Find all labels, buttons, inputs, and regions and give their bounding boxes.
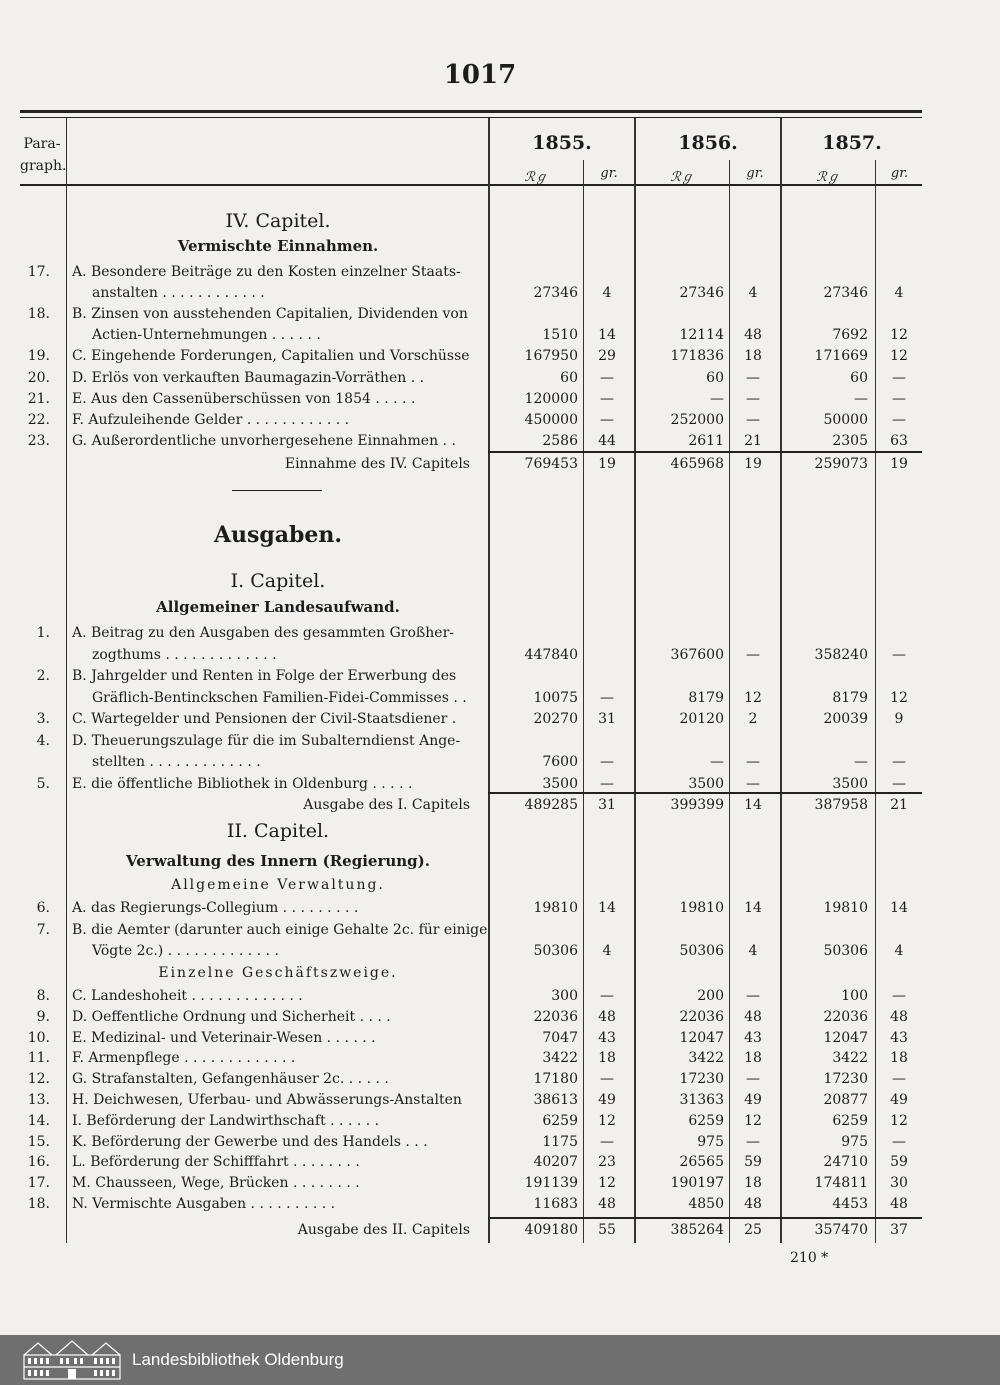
year-header-1855: 1855. — [532, 132, 592, 154]
row-value-1855-thaler: 6259 — [542, 1112, 578, 1129]
page-number: 1017 — [443, 60, 517, 90]
row-value-1855-thaler: 167950 — [524, 348, 578, 365]
unit-groschen-1856: gr. — [746, 166, 764, 181]
row-value-1856-thaler: — — [710, 754, 724, 770]
row-value-1856-thaler: 190197 — [670, 1175, 724, 1192]
row-description: B. Zinsen von ausstehenden Capitalien, Dividenden von — [72, 306, 468, 323]
row-value-1856-groschen: 14 — [744, 900, 762, 916]
row-description: D. Erlös von verkauften Baumagazin-Vorräthen . . — [72, 369, 425, 386]
row-value-1855-thaler: 447840 — [524, 646, 578, 663]
row-value-1855-thaler: 50306 — [533, 943, 578, 959]
row-description: L. Beförderung der Schifffahrt . . . . . . . . — [72, 1154, 360, 1171]
row-description: E. Aus den Cassenüberschüssen von 1854 . . . . . — [72, 390, 416, 407]
row-value-1856-groschen: — — [746, 390, 760, 407]
row-value-1855-thaler: 27346 — [533, 285, 578, 302]
row-value-1856-groschen: 43 — [744, 1029, 762, 1046]
row-value-1856-groschen: — — [746, 754, 760, 770]
row-value-1856-thaler: 171836 — [670, 348, 724, 365]
sum-value-1856-groschen: 19 — [744, 456, 762, 472]
row-value-1856-groschen: 18 — [744, 1050, 762, 1067]
year-header-1857: 1857. — [822, 132, 882, 154]
row-value-1855-groschen: — — [600, 1133, 614, 1150]
row-description: B. die Aemter (darunter auch einige Gehalte 2c. für einige — [72, 921, 488, 938]
row-value-1857-groschen: 4 — [894, 285, 904, 302]
row-description: A. das Regierungs-Collegium . . . . . . . . . — [72, 900, 359, 916]
paragraph-number: 17. — [27, 264, 50, 280]
header-second-rule — [20, 117, 922, 118]
sum-value-1857-thaler: 357470 — [814, 1222, 868, 1238]
printer-signature: 210 * — [790, 1250, 829, 1266]
row-value-1855-thaler: 40207 — [533, 1154, 578, 1171]
row-description: stellten . . . . . . . . . . . . . — [92, 754, 261, 770]
row-value-1855-groschen: 48 — [598, 1008, 616, 1025]
row-value-1856-thaler: 2611 — [688, 432, 724, 449]
sum-value-1856-thaler: 399399 — [670, 797, 724, 813]
row-value-1856-thaler: 8179 — [688, 689, 724, 706]
chapter-2-group-general: Allgemeine Verwaltung. — [171, 877, 385, 893]
row-value-1857-groschen: — — [892, 1133, 906, 1150]
paragraph-number: 2. — [36, 668, 50, 684]
row-value-1856-groschen: 4 — [748, 943, 758, 959]
paragraph-number: 10. — [27, 1029, 50, 1046]
row-value-1856-thaler: 22036 — [679, 1008, 724, 1025]
paragraph-number: 14. — [27, 1112, 50, 1129]
sum-value-1855-groschen: 31 — [598, 797, 616, 813]
year-header-1856: 1856. — [678, 132, 738, 154]
row-value-1857-groschen: 4 — [894, 943, 904, 959]
row-value-1855-thaler: 191139 — [524, 1175, 578, 1192]
sum-value-1855-groschen: 19 — [598, 456, 616, 472]
chapter-4-subtitle: Vermischte Einnahmen. — [177, 237, 379, 255]
paragraph-number: 13. — [27, 1092, 50, 1108]
row-value-1856-thaler: 367600 — [670, 646, 724, 663]
row-description: A. Besondere Beiträge zu den Kosten einzelner Staats- — [72, 264, 461, 280]
unit-thaler-1856: ℛℊ — [670, 170, 694, 185]
row-value-1856-groschen: 49 — [744, 1092, 762, 1108]
chapter-2-sum-rule — [488, 1217, 922, 1219]
row-value-1855-thaler: 120000 — [524, 390, 578, 407]
row-value-1855-thaler: 1175 — [542, 1133, 578, 1150]
row-value-1855-groschen: 18 — [598, 1050, 616, 1067]
chapter-2-title: II. Capitel. — [226, 820, 330, 842]
row-value-1857-thaler: 3422 — [832, 1050, 868, 1067]
row-description: G. Außerordentliche unvorhergesehene Einnahmen . . — [72, 432, 456, 449]
row-value-1857-thaler: 4453 — [832, 1196, 868, 1212]
sum-value-1857-groschen: 37 — [890, 1222, 908, 1238]
row-value-1857-thaler: 171669 — [814, 348, 868, 365]
chapter-2-subtitle: Verwaltung des Innern (Regierung). — [126, 852, 430, 870]
paragraph-number: 5. — [36, 775, 50, 792]
row-value-1857-thaler: 22036 — [823, 1008, 868, 1025]
row-value-1856-groschen: 59 — [744, 1154, 762, 1171]
chapter-2-sum-label: Ausgabe des II. Capitels — [297, 1222, 470, 1238]
row-value-1855-thaler: 22036 — [533, 1008, 578, 1025]
sum-value-1855-groschen: 55 — [598, 1222, 616, 1238]
row-value-1856-thaler: 50306 — [679, 943, 724, 959]
header-top-rule — [20, 110, 922, 113]
paragraph-number: 20. — [27, 369, 50, 386]
row-value-1856-groschen: — — [746, 1133, 760, 1150]
row-value-1856-groschen: 2 — [748, 711, 758, 727]
row-value-1857-thaler: 60 — [850, 369, 868, 386]
row-value-1857-thaler: 20039 — [823, 711, 868, 727]
sum-value-1857-groschen: 19 — [890, 456, 908, 472]
unit-thaler-1857: ℛℊ — [816, 170, 840, 185]
row-description: M. Chausseen, Wege, Brücken . . . . . . . . — [72, 1175, 360, 1192]
row-value-1855-groschen: 12 — [598, 1112, 616, 1129]
row-value-1857-thaler: — — [854, 390, 868, 407]
row-value-1856-groschen: 48 — [744, 1008, 762, 1025]
paragraph-number: 4. — [36, 732, 50, 749]
row-value-1856-thaler: — — [710, 390, 724, 407]
paragraph-number: 3. — [36, 711, 50, 727]
section-divider — [232, 490, 322, 491]
row-value-1856-thaler: 31363 — [679, 1092, 724, 1108]
sum-value-1857-thaler: 259073 — [814, 456, 868, 472]
row-value-1856-thaler: 60 — [706, 369, 724, 386]
row-value-1857-thaler: 50306 — [823, 943, 868, 959]
row-value-1855-thaler: 17180 — [533, 1071, 578, 1088]
row-value-1856-thaler: 6259 — [688, 1112, 724, 1129]
col-line-1857-gr — [875, 160, 876, 1243]
row-value-1856-thaler: 252000 — [670, 411, 724, 428]
chapter-4-sum-label: Einnahme des IV. Capitels — [284, 456, 470, 472]
row-value-1856-thaler: 19810 — [679, 900, 724, 916]
row-value-1856-thaler: 12114 — [679, 327, 724, 344]
row-value-1857-groschen: 30 — [890, 1175, 908, 1192]
row-value-1855-groschen: 14 — [598, 900, 616, 916]
library-footer — [0, 1335, 1000, 1385]
row-description: B. Jahrgelder und Renten in Folge der Erwerbung des — [72, 668, 457, 684]
row-description: anstalten . . . . . . . . . . . . — [92, 285, 265, 302]
row-value-1857-groschen: — — [892, 775, 906, 792]
row-value-1855-groschen: — — [600, 369, 614, 386]
paragraph-number: 11. — [27, 1050, 50, 1067]
row-value-1857-thaler: 174811 — [814, 1175, 868, 1192]
row-value-1857-groschen: 48 — [890, 1008, 908, 1025]
row-value-1855-groschen: 4 — [602, 285, 612, 302]
chapter-1-title: I. Capitel. — [230, 570, 326, 592]
row-value-1855-thaler: 20270 — [533, 711, 578, 727]
row-value-1856-groschen: 18 — [744, 348, 762, 365]
row-value-1856-groschen: 12 — [744, 689, 762, 706]
row-value-1857-groschen: — — [892, 988, 906, 1004]
row-value-1857-thaler: 3500 — [832, 775, 868, 792]
row-value-1857-groschen: — — [892, 411, 906, 428]
row-value-1855-thaler: 3500 — [542, 775, 578, 792]
row-value-1856-groschen: — — [746, 369, 760, 386]
row-value-1855-thaler: 60 — [560, 369, 578, 386]
row-value-1857-thaler: 50000 — [823, 411, 868, 428]
row-value-1857-groschen: 9 — [894, 711, 904, 727]
row-value-1856-groschen: — — [746, 646, 760, 663]
row-value-1856-groschen: 48 — [744, 1196, 762, 1212]
sum-value-1856-thaler: 465968 — [670, 456, 724, 472]
row-value-1855-thaler: 300 — [551, 988, 578, 1004]
row-value-1855-groschen: 48 — [598, 1196, 616, 1212]
row-value-1857-thaler: 24710 — [823, 1154, 868, 1171]
library-name: Landesbibliothek Oldenburg — [132, 1350, 344, 1369]
row-value-1857-thaler: 19810 — [823, 900, 868, 916]
row-description: zogthums . . . . . . . . . . . . . — [92, 646, 277, 663]
row-value-1857-thaler: 20877 — [823, 1092, 868, 1108]
row-value-1855-thaler: 11683 — [533, 1196, 578, 1212]
row-value-1855-thaler: 38613 — [533, 1092, 578, 1108]
row-value-1857-thaler: 8179 — [832, 689, 868, 706]
row-description: G. Strafanstalten, Gefangenhäuser 2c. . . . . . — [72, 1071, 389, 1088]
row-value-1856-thaler: 17230 — [679, 1071, 724, 1088]
row-value-1857-groschen: — — [892, 646, 906, 663]
row-value-1856-groschen: — — [746, 1071, 760, 1088]
paragraph-number: 17. — [27, 1175, 50, 1192]
row-value-1856-groschen: — — [746, 988, 760, 1004]
col-line-paragraph — [66, 118, 67, 1243]
paragraph-number: 8. — [36, 988, 50, 1004]
chapter-1-sum-rule — [488, 792, 922, 794]
paragraph-number: 6. — [36, 900, 50, 916]
row-value-1857-thaler: 2305 — [832, 432, 868, 449]
row-value-1857-groschen: — — [892, 369, 906, 386]
row-value-1857-groschen: 43 — [890, 1029, 908, 1046]
paragraph-number: 22. — [27, 411, 50, 428]
row-value-1857-thaler: 17230 — [823, 1071, 868, 1088]
unit-groschen-1855: gr. — [600, 166, 618, 181]
row-value-1856-thaler: 27346 — [679, 285, 724, 302]
row-description: I. Beförderung der Landwirthschaft . . . . . . — [72, 1112, 380, 1129]
row-description: E. Medizinal- und Veterinair-Wesen . . . . . . — [72, 1029, 376, 1046]
row-value-1857-groschen: 12 — [890, 348, 908, 365]
row-value-1856-thaler: 4850 — [688, 1196, 724, 1212]
row-value-1857-groschen: 14 — [890, 900, 908, 916]
row-value-1855-thaler: 450000 — [524, 411, 578, 428]
row-value-1857-groschen: — — [892, 754, 906, 770]
paragraph-header: Para-graph. — [20, 136, 67, 174]
row-value-1857-groschen: 63 — [890, 432, 908, 449]
row-description: Vögte 2c.) . . . . . . . . . . . . . — [92, 943, 279, 959]
paragraph-number: 19. — [27, 348, 50, 365]
row-value-1855-groschen: — — [600, 390, 614, 407]
unit-thaler-1855: ℛℊ — [524, 170, 548, 185]
chapter-4-sum-rule — [488, 451, 922, 453]
row-value-1855-groschen: 14 — [598, 327, 616, 344]
row-value-1855-thaler: 3422 — [542, 1050, 578, 1067]
row-description: F. Armenpflege . . . . . . . . . . . . . — [72, 1050, 296, 1067]
row-value-1856-thaler: 3500 — [688, 775, 724, 792]
row-description: H. Deichwesen, Uferbau- und Abwässerungs-Anstalten — [72, 1092, 462, 1108]
row-value-1857-groschen: — — [892, 1071, 906, 1088]
sum-value-1855-thaler: 409180 — [524, 1222, 578, 1238]
row-value-1857-groschen: 49 — [890, 1092, 908, 1108]
row-value-1855-groschen: — — [600, 988, 614, 1004]
paragraph-number: 15. — [27, 1133, 50, 1150]
row-value-1855-thaler: 1510 — [542, 327, 578, 344]
row-value-1856-thaler: 26565 — [679, 1154, 724, 1171]
row-description: E. die öffentliche Bibliothek in Oldenburg . . . . . — [72, 775, 413, 792]
row-value-1855-groschen: 12 — [598, 1175, 616, 1192]
row-value-1856-thaler: 975 — [697, 1133, 724, 1150]
paragraph-number: 23. — [27, 432, 50, 449]
row-value-1857-thaler: — — [854, 754, 868, 770]
row-value-1857-groschen: 59 — [890, 1154, 908, 1171]
row-value-1857-groschen: — — [892, 390, 906, 407]
row-value-1857-groschen: 12 — [890, 1112, 908, 1129]
row-description: A. Beitrag zu den Ausgaben des gesammten Großher- — [72, 625, 454, 641]
row-description: C. Eingehende Forderungen, Capitalien und Vorschüsse — [72, 348, 470, 365]
row-value-1855-groschen: — — [600, 754, 614, 770]
paragraph-number: 7. — [36, 921, 50, 938]
paragraph-number: 18. — [27, 306, 50, 323]
row-value-1856-groschen: 18 — [744, 1175, 762, 1192]
row-description: D. Oeffentliche Ordnung und Sicherheit . . . . — [72, 1008, 391, 1025]
row-value-1856-groschen: 48 — [744, 327, 762, 344]
row-value-1855-thaler: 10075 — [533, 689, 578, 706]
sum-value-1855-thaler: 489285 — [524, 797, 578, 813]
row-value-1855-thaler: 2586 — [542, 432, 578, 449]
row-value-1857-thaler: 7692 — [832, 327, 868, 344]
row-value-1857-groschen: 48 — [890, 1196, 908, 1212]
chapter-1-sum-label: Ausgabe des I. Capitels — [303, 797, 470, 813]
row-value-1855-groschen: — — [600, 1071, 614, 1088]
row-description: D. Theuerungszulage für die im Subalterndienst Ange- — [72, 732, 461, 749]
row-value-1855-groschen: 31 — [598, 711, 616, 727]
row-value-1857-thaler: 975 — [841, 1133, 868, 1150]
row-value-1855-groschen: 43 — [598, 1029, 616, 1046]
row-value-1855-thaler: 7047 — [542, 1029, 578, 1046]
paragraph-number: 18. — [27, 1196, 50, 1212]
row-value-1855-groschen: — — [600, 775, 614, 792]
row-description: C. Wartegelder und Pensionen der Civil-Staatsdiener . — [72, 711, 457, 727]
col-line-1856-gr — [729, 160, 730, 1243]
row-value-1856-thaler: 200 — [697, 988, 724, 1004]
sum-value-1856-thaler: 385264 — [670, 1222, 724, 1238]
row-value-1857-thaler: 27346 — [823, 285, 868, 302]
row-value-1855-groschen: 23 — [598, 1154, 616, 1171]
row-value-1856-thaler: 20120 — [679, 711, 724, 727]
row-value-1857-groschen: 12 — [890, 689, 908, 706]
chapter-1-subtitle: Allgemeiner Landesaufwand. — [156, 598, 400, 616]
row-value-1857-thaler: 358240 — [814, 646, 868, 663]
row-value-1855-thaler: 19810 — [533, 900, 578, 916]
row-value-1855-groschen: — — [600, 411, 614, 428]
row-value-1857-thaler: 100 — [841, 988, 868, 1004]
row-value-1856-groschen: — — [746, 775, 760, 792]
sum-value-1857-groschen: 21 — [890, 797, 908, 813]
row-value-1855-groschen: 44 — [598, 432, 616, 449]
chapter-4-title: IV. Capitel. — [225, 210, 331, 232]
row-value-1856-groschen: — — [746, 411, 760, 428]
row-value-1856-groschen: 12 — [744, 1112, 762, 1129]
paragraph-number: 16. — [27, 1154, 50, 1171]
row-description: F. Aufzuleihende Gelder . . . . . . . . . . . . — [72, 411, 350, 428]
row-description: K. Beförderung der Gewerbe und des Handels . . . — [72, 1133, 428, 1150]
row-description: N. Vermischte Ausgaben . . . . . . . . . . — [72, 1196, 336, 1212]
row-value-1857-thaler: 6259 — [832, 1112, 868, 1129]
row-value-1857-groschen: 12 — [890, 327, 908, 344]
row-value-1856-groschen: 4 — [748, 285, 758, 302]
paragraph-number: 21. — [27, 390, 50, 407]
row-value-1855-thaler: 7600 — [542, 754, 578, 770]
row-value-1856-thaler: 3422 — [688, 1050, 724, 1067]
row-value-1857-thaler: 12047 — [823, 1029, 868, 1046]
row-value-1856-groschen: 21 — [744, 432, 762, 449]
unit-groschen-1857: gr. — [890, 166, 909, 181]
row-description: Gräflich-Bentinckschen Familien-Fidei-Commisses . . — [92, 689, 467, 706]
sum-value-1855-thaler: 769453 — [524, 456, 578, 472]
sum-value-1856-groschen: 14 — [744, 797, 762, 813]
row-value-1855-groschen: 29 — [598, 348, 616, 365]
paragraph-number: 12. — [27, 1071, 50, 1088]
row-value-1855-groschen: 4 — [602, 943, 612, 959]
chapter-2-group-branches: Einzelne Geschäftszweige. — [158, 965, 398, 981]
row-value-1855-groschen: — — [600, 689, 614, 706]
library-building-icon — [22, 1339, 122, 1381]
row-value-1855-groschen: 49 — [598, 1092, 616, 1108]
sum-value-1856-groschen: 25 — [744, 1222, 762, 1238]
paragraph-number: 1. — [36, 625, 50, 641]
row-value-1856-thaler: 12047 — [679, 1029, 724, 1046]
row-value-1857-groschen: 18 — [890, 1050, 908, 1067]
ausgaben-title: Ausgaben. — [213, 522, 343, 548]
col-line-1855-gr — [583, 160, 584, 1243]
row-description: Actien-Unternehmungen . . . . . . — [92, 327, 321, 344]
paragraph-number: 9. — [36, 1008, 50, 1025]
row-description: C. Landeshoheit . . . . . . . . . . . . . — [72, 988, 303, 1004]
sum-value-1857-thaler: 387958 — [814, 797, 868, 813]
